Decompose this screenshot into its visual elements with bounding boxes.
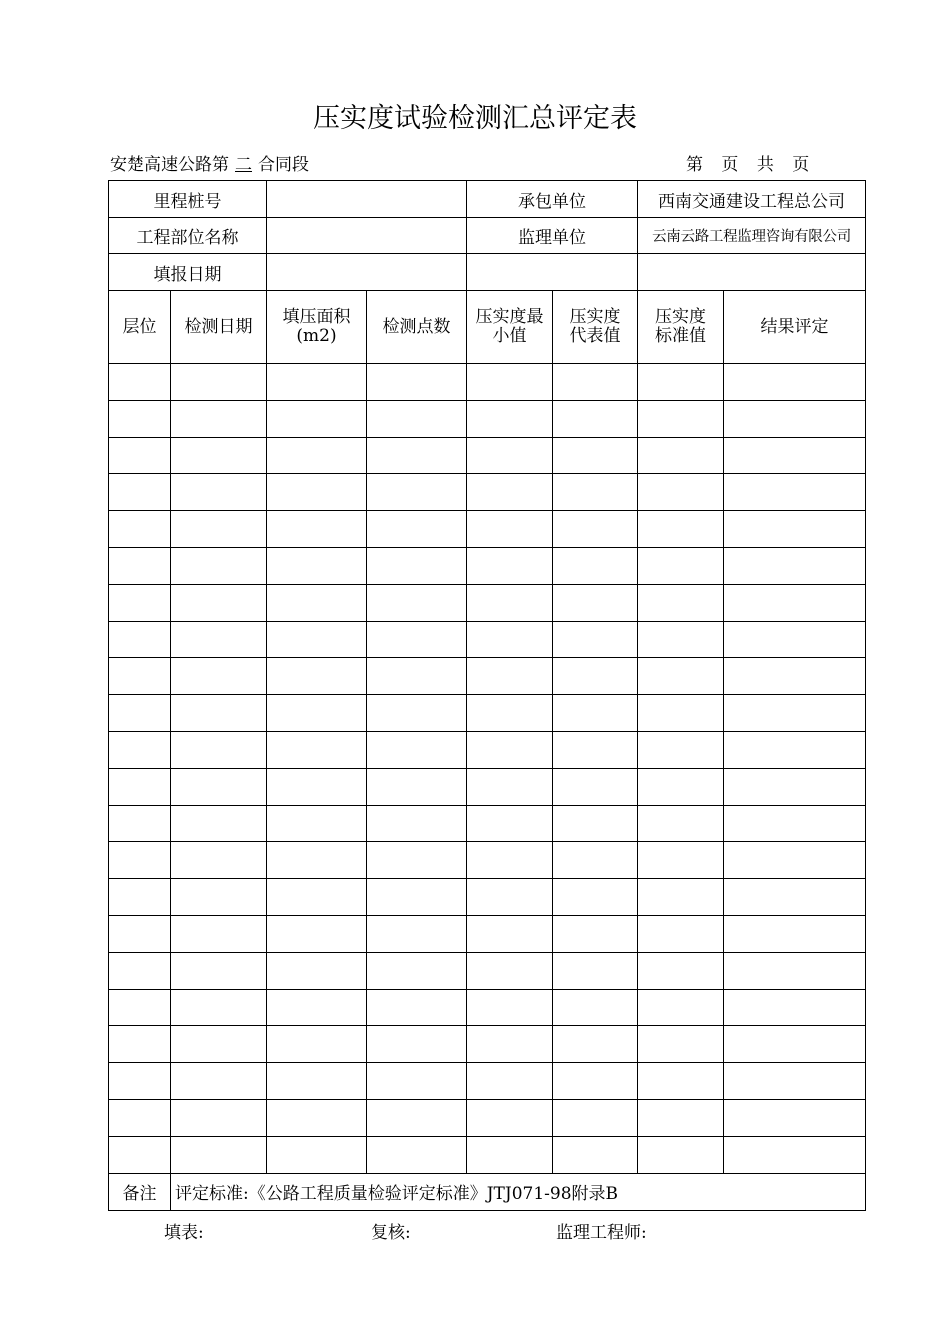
table-cell[interactable] [109,805,171,842]
table-cell[interactable] [724,364,866,401]
table-cell[interactable] [724,437,866,474]
table-cell[interactable] [171,658,267,695]
table-cell[interactable] [467,879,553,916]
table-cell[interactable] [638,400,724,437]
table-cell[interactable] [467,768,553,805]
page-counter [686,150,822,175]
remarks-label: 备注 [109,1173,171,1210]
table-cell[interactable] [553,1136,638,1173]
supervisor-label: 监理单位 [467,218,638,254]
table-cell[interactable] [171,952,267,989]
table-cell[interactable] [267,1063,367,1100]
table-cell[interactable] [109,584,171,621]
table-cell[interactable] [171,842,267,879]
table-row [109,658,866,695]
table-cell[interactable] [724,547,866,584]
table-cell[interactable] [467,915,553,952]
table-cell[interactable] [109,511,171,548]
part-label: 工程部位名称 [109,218,267,254]
contractor-field[interactable]: 西南交通建设工程总公司 [638,181,866,218]
col-header-result: 结果评定 [724,291,866,364]
table-cell[interactable] [553,400,638,437]
contract-suffix: 合同段 [258,155,309,175]
table-cell[interactable] [467,1099,553,1136]
contract-section-line [110,150,309,175]
table-cell[interactable] [171,915,267,952]
table-cell[interactable] [724,584,866,621]
table-row [109,437,866,474]
col-header-min-line2: 小值 [492,326,527,346]
table-row [109,695,866,732]
table-cell[interactable] [638,658,724,695]
col-header-area [267,291,367,364]
col-header-representative [553,291,638,364]
table-cell[interactable] [724,952,866,989]
info-row-part [109,218,866,254]
table-cell[interactable] [109,879,171,916]
table-cell[interactable] [553,584,638,621]
table-cell[interactable] [724,695,866,732]
table-cell[interactable] [109,1099,171,1136]
table-cell[interactable] [724,731,866,768]
table-cell[interactable] [724,400,866,437]
table-cell[interactable] [367,1063,467,1100]
table-cell[interactable] [171,547,267,584]
table-row [109,547,866,584]
table-cell[interactable] [267,952,367,989]
table-cell[interactable] [171,989,267,1026]
table-cell[interactable] [724,768,866,805]
table-cell[interactable] [367,1136,467,1173]
table-cell[interactable] [171,621,267,658]
table-cell[interactable] [724,842,866,879]
table-cell[interactable] [638,364,724,401]
table-cell[interactable] [638,437,724,474]
table-cell[interactable] [638,952,724,989]
table-cell[interactable] [638,1026,724,1063]
table-cell[interactable] [553,1026,638,1063]
table-cell[interactable] [638,805,724,842]
table-cell[interactable] [267,364,367,401]
date-label: 填报日期 [109,254,267,291]
mileage-field[interactable] [267,181,467,218]
table-cell[interactable] [553,621,638,658]
table-cell[interactable] [467,1063,553,1100]
table-cell[interactable] [171,364,267,401]
col-header-points: 检测点数 [367,291,467,364]
table-cell[interactable] [467,731,553,768]
part-field[interactable] [267,218,467,254]
table-cell[interactable] [638,695,724,732]
table-cell[interactable] [109,768,171,805]
table-cell[interactable] [467,842,553,879]
col-header-std-line1: 压实度 [655,307,706,327]
table-cell[interactable] [638,1136,724,1173]
table-cell[interactable] [267,1136,367,1173]
table-cell[interactable] [553,731,638,768]
table-cell[interactable] [171,1099,267,1136]
remarks-text: 评定标准:《公路工程质量检验评定标准》JTJ071-98附录B [171,1173,866,1210]
table-cell[interactable] [109,364,171,401]
table-cell[interactable] [171,879,267,916]
info-row-mileage [109,181,866,218]
table-row [109,400,866,437]
table-cell[interactable] [553,511,638,548]
table-cell[interactable] [171,437,267,474]
col-header-min [467,291,553,364]
table-cell[interactable] [467,1136,553,1173]
table-cell[interactable] [109,731,171,768]
table-cell[interactable] [553,842,638,879]
table-cell[interactable] [267,658,367,695]
col-header-area-line2: (m2) [296,326,337,346]
table-row [109,364,866,401]
date-field[interactable] [267,254,467,291]
blank-field-a[interactable] [467,254,638,291]
table-cell[interactable] [553,1063,638,1100]
col-header-rep-line1: 压实度 [569,307,621,327]
table-cell[interactable] [367,989,467,1026]
table-row [109,621,866,658]
table-cell[interactable] [109,437,171,474]
table-cell[interactable] [638,474,724,511]
column-header-row [109,291,866,364]
col-header-rep-line2: 代表值 [569,326,621,346]
table-cell[interactable] [367,842,467,879]
table-cell[interactable] [638,1099,724,1136]
contractor-label: 承包单位 [467,181,638,218]
table-cell[interactable] [724,879,866,916]
table-cell[interactable] [267,437,367,474]
table-cell[interactable] [367,547,467,584]
table-cell[interactable] [171,1026,267,1063]
table-cell[interactable] [467,584,553,621]
table-cell[interactable] [467,989,553,1026]
table-cell[interactable] [553,547,638,584]
table-row [109,879,866,916]
table-cell[interactable] [467,547,553,584]
table-cell[interactable] [467,511,553,548]
table-cell[interactable] [724,621,866,658]
table-cell[interactable] [367,952,467,989]
table-cell[interactable] [638,842,724,879]
page-label-ye: 页 [721,155,739,175]
table-cell[interactable] [367,437,467,474]
table-row [109,1099,866,1136]
table-cell[interactable] [171,474,267,511]
table-cell[interactable] [171,805,267,842]
table-cell[interactable] [638,731,724,768]
table-cell[interactable] [267,989,367,1026]
table-cell[interactable] [267,1026,367,1063]
table-cell[interactable] [553,952,638,989]
page-label-gong: 共 [756,155,774,175]
table-cell[interactable] [638,989,724,1026]
table-cell[interactable] [367,658,467,695]
table-cell[interactable] [267,511,367,548]
table-cell[interactable] [467,364,553,401]
table-cell[interactable] [724,1136,866,1173]
table-row [109,1136,866,1173]
engineer-signature-label: 监理工程师: [556,1223,647,1243]
table-cell[interactable] [724,989,866,1026]
table-cell[interactable] [267,547,367,584]
table-cell[interactable] [467,474,553,511]
table-cell[interactable] [109,915,171,952]
page-label-ye-total: 页 [792,155,810,175]
table-cell[interactable] [267,879,367,916]
table-row [109,842,866,879]
table-cell[interactable] [267,474,367,511]
page-label-di: 第 [686,155,703,175]
table-cell[interactable] [367,400,467,437]
contract-section-number[interactable]: 二 [235,155,252,175]
table-cell[interactable] [171,400,267,437]
table-cell[interactable] [109,547,171,584]
table-cell[interactable] [467,952,553,989]
table-cell[interactable] [553,437,638,474]
table-cell[interactable] [367,768,467,805]
col-header-min-line1: 压实度最 [475,307,544,327]
table-cell[interactable] [109,658,171,695]
table-cell[interactable] [638,768,724,805]
table-cell[interactable] [724,1026,866,1063]
table-row [109,1026,866,1063]
table-cell[interactable] [267,842,367,879]
table-cell[interactable] [638,511,724,548]
table-cell[interactable] [267,1099,367,1136]
table-cell[interactable] [109,842,171,879]
supervisor-field[interactable]: 云南云路工程监理咨询有限公司 [638,218,866,254]
table-cell[interactable] [553,474,638,511]
table-cell[interactable] [109,1026,171,1063]
table-cell[interactable] [467,621,553,658]
table-cell[interactable] [267,621,367,658]
table-row [109,915,866,952]
table-row [109,511,866,548]
table-cell[interactable] [367,695,467,732]
col-header-standard [638,291,724,364]
table-cell[interactable] [367,474,467,511]
table-cell[interactable] [109,621,171,658]
table-cell[interactable] [467,658,553,695]
table-cell[interactable] [267,915,367,952]
table-cell[interactable] [109,474,171,511]
table-cell[interactable] [553,658,638,695]
table-cell[interactable] [553,768,638,805]
table-row [109,952,866,989]
filler-signature-label: 填表: [164,1223,204,1243]
table-cell[interactable] [367,879,467,916]
table-cell[interactable] [267,731,367,768]
table-cell[interactable] [367,1026,467,1063]
table-cell[interactable] [171,695,267,732]
table-row [109,1063,866,1100]
table-cell[interactable] [638,879,724,916]
form-title: 压实度试验检测汇总评定表 [313,103,637,134]
table-cell[interactable] [724,1099,866,1136]
remarks-row [109,1173,866,1210]
table-cell[interactable] [367,364,467,401]
table-cell[interactable] [267,584,367,621]
table-cell[interactable] [724,805,866,842]
table-cell[interactable] [724,511,866,548]
table-cell[interactable] [171,584,267,621]
table-cell[interactable] [367,511,467,548]
table-cell[interactable] [109,1136,171,1173]
table-row [109,584,866,621]
table-cell[interactable] [109,695,171,732]
col-header-area-line1: 填压面积 [282,307,351,327]
table-row [109,731,866,768]
table-cell[interactable] [553,1099,638,1136]
table-cell[interactable] [724,1063,866,1100]
table-cell[interactable] [553,989,638,1026]
table-row [109,768,866,805]
table-cell[interactable] [171,511,267,548]
table-cell[interactable] [171,1063,267,1100]
reviewer-signature-label: 复核: [371,1223,411,1243]
table-cell[interactable] [367,805,467,842]
table-cell[interactable] [467,805,553,842]
table-cell[interactable] [638,584,724,621]
col-header-date: 检测日期 [171,291,267,364]
table-cell[interactable] [638,915,724,952]
table-cell[interactable] [267,768,367,805]
table-cell[interactable] [638,1063,724,1100]
table-cell[interactable] [367,915,467,952]
table-cell[interactable] [109,1063,171,1100]
table-cell[interactable] [467,695,553,732]
table-cell[interactable] [171,1136,267,1173]
table-row [109,805,866,842]
table-cell[interactable] [267,805,367,842]
mileage-label: 里程桩号 [109,181,267,218]
table-cell[interactable] [553,879,638,916]
table-cell[interactable] [367,1099,467,1136]
table-cell[interactable] [171,731,267,768]
table-cell[interactable] [553,364,638,401]
table-cell[interactable] [367,584,467,621]
table-cell[interactable] [367,731,467,768]
table-cell[interactable] [638,621,724,658]
table-cell[interactable] [267,400,367,437]
table-row [109,989,866,1026]
table-cell[interactable] [553,695,638,732]
table-cell[interactable] [109,989,171,1026]
col-header-layer: 层位 [109,291,171,364]
table-cell[interactable] [553,915,638,952]
table-cell[interactable] [724,915,866,952]
table-cell[interactable] [367,621,467,658]
table-cell[interactable] [467,437,553,474]
table-cell[interactable] [724,658,866,695]
table-cell[interactable] [267,695,367,732]
table-cell[interactable] [109,400,171,437]
compaction-summary-table [108,180,866,1211]
table-cell[interactable] [467,1026,553,1063]
table-cell[interactable] [553,805,638,842]
table-cell[interactable] [638,547,724,584]
table-cell[interactable] [171,768,267,805]
contract-prefix: 安楚高速公路第 [110,155,229,175]
col-header-std-line2: 标准值 [655,326,706,346]
info-row-date [109,254,866,291]
table-cell[interactable] [109,952,171,989]
blank-field-b[interactable] [638,254,866,291]
table-cell[interactable] [467,400,553,437]
table-cell[interactable] [724,474,866,511]
table-row [109,474,866,511]
